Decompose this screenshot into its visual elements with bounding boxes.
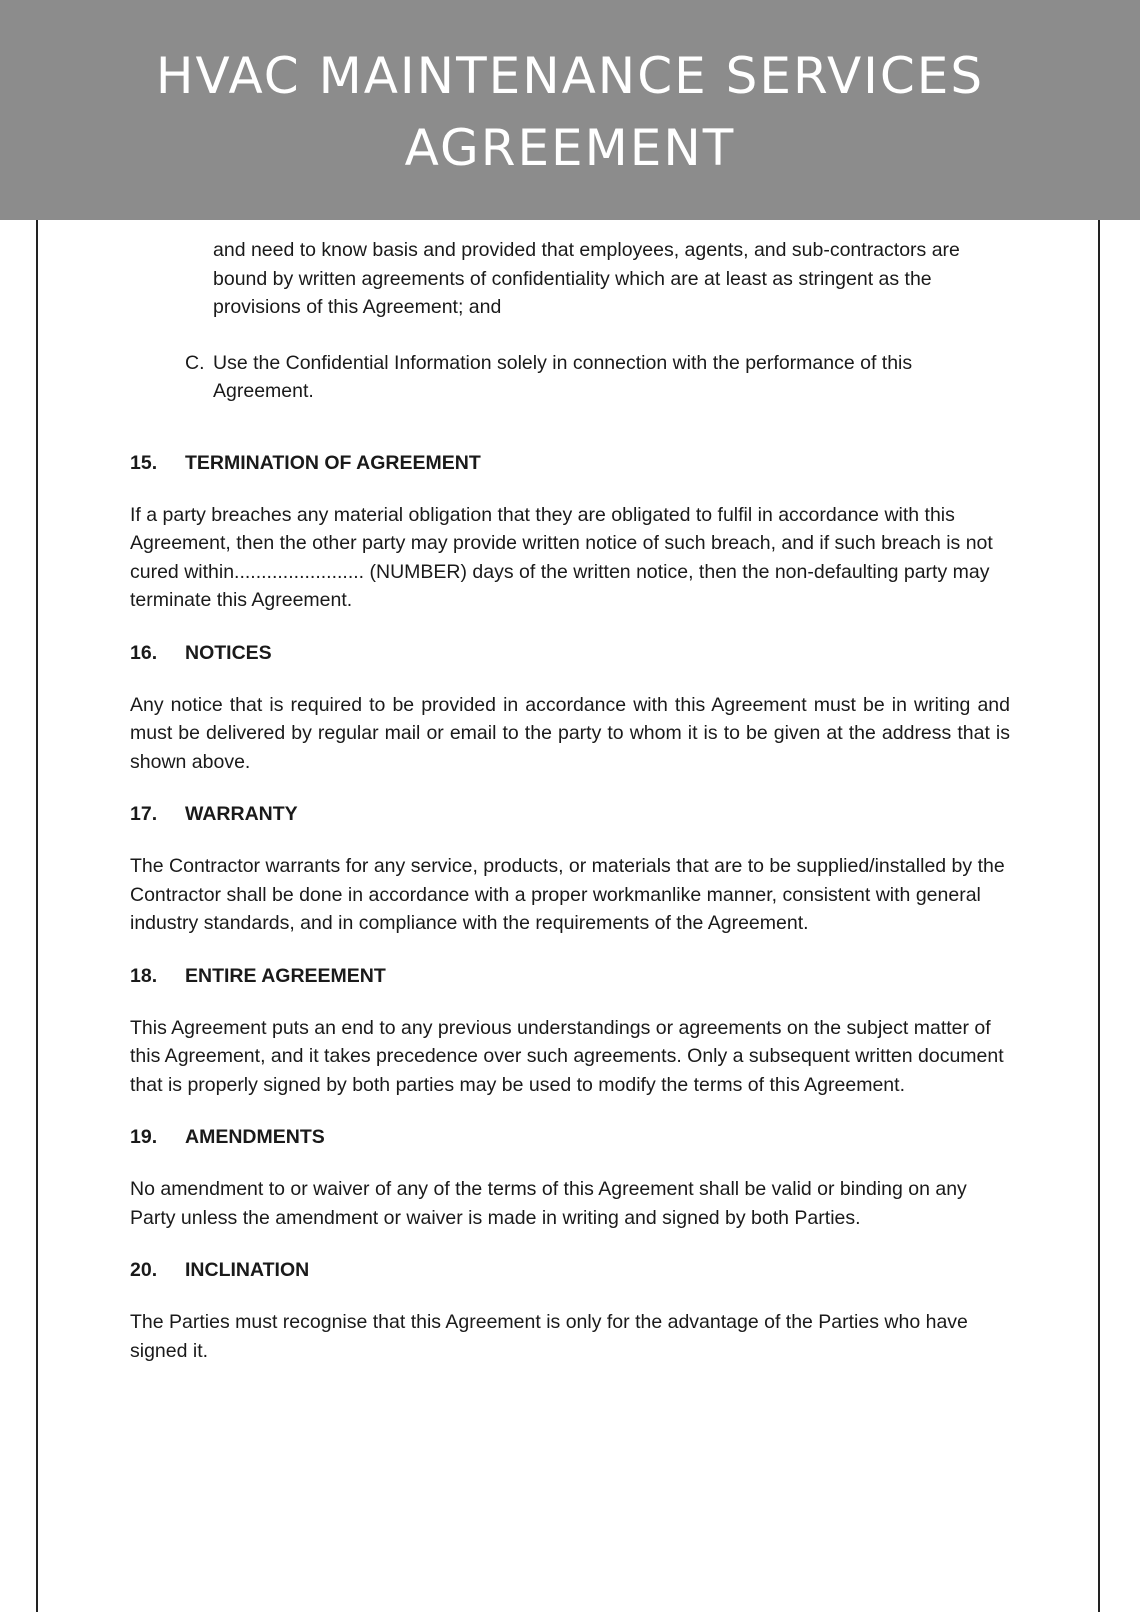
section-19-heading (130, 1123, 1010, 1151)
list-item-c-letter: C. (185, 351, 205, 374)
list-item-c-text: Use the Confidential Information solely in connection with the performance of this Agreement. (213, 351, 913, 402)
section-title: TERMINATION OF AGREEMENT (185, 451, 481, 474)
section-number: 16. (130, 641, 158, 664)
section-title: ENTIRE AGREEMENT (185, 964, 386, 987)
section-16-heading (130, 639, 1010, 667)
section-19-body: No amendment to or waiver of any of the terms of this Agreement shall be valid or binding on any Party unless the amendment or waiver is made in writing and signed by both Parties. (130, 1178, 967, 1229)
continuation-paragraph: and need to know basis and provided that employees, agents, and sub-contractors are bound by written agreements of confidentiality which are at least as stringent as the provisions of this Agreement; and (213, 239, 960, 318)
section-17-heading (130, 800, 1010, 828)
section-16-body: Any notice that is required to be provided in accordance with this Agreement must be in writing and must be delivered by regular mail or email to the party to whom it is to be given at the address that is shown above. (130, 693, 1010, 773)
section-18-body: This Agreement puts an end to any previous understandings or agreements on the subject matter of this Agreement, and it takes precedence over such agreements. Only a subsequent written document that is properly signed by both parties may be used to modify the terms of this Agreement. (130, 1016, 1004, 1096)
section-15-heading (130, 449, 1010, 477)
section-15-body: If a party breaches any material obligation that they are obligated to fulfil in accordance with this Agreement, then the other party may provide written notice of such breach, and if such breach is not cured within........................ (NUMBER) days of the written notice, then the non-defaulting party may terminate this Agreement. (130, 503, 993, 611)
section-title: AMENDMENTS (185, 1126, 325, 1148)
banner-title-line-1: HVAC MAINTENANCE SERVICES (155, 47, 985, 105)
banner-title-line-2: AGREEMENT (404, 119, 736, 177)
page-border-right (1098, 220, 1100, 1612)
section-18-heading (130, 962, 1010, 990)
section-title: WARRANTY (185, 803, 298, 825)
section-title: INCLINATION (185, 1259, 310, 1281)
section-title: NOTICES (185, 641, 272, 664)
list-item-c (185, 349, 1010, 406)
section-number: 17. (130, 803, 158, 825)
section-number: 15. (130, 451, 158, 474)
section-number: 19. (130, 1126, 158, 1148)
section-20-heading (130, 1256, 1010, 1284)
page-border-left (36, 220, 38, 1612)
title-banner (0, 0, 1140, 220)
document-body (130, 236, 1010, 1389)
section-17-body: The Contractor warrants for any service, products, or materials that are to be supplied/installed by the Contractor shall be done in accordance with a proper workmanlike manner, consistent with general industry standards, and in compliance with the requirements of the Agreement. (130, 855, 1005, 934)
section-number: 18. (130, 964, 158, 987)
section-20-body: The Parties must recognise that this Agreement is only for the advantage of the Parties who have signed it. (130, 1311, 968, 1362)
section-number: 20. (130, 1259, 158, 1281)
